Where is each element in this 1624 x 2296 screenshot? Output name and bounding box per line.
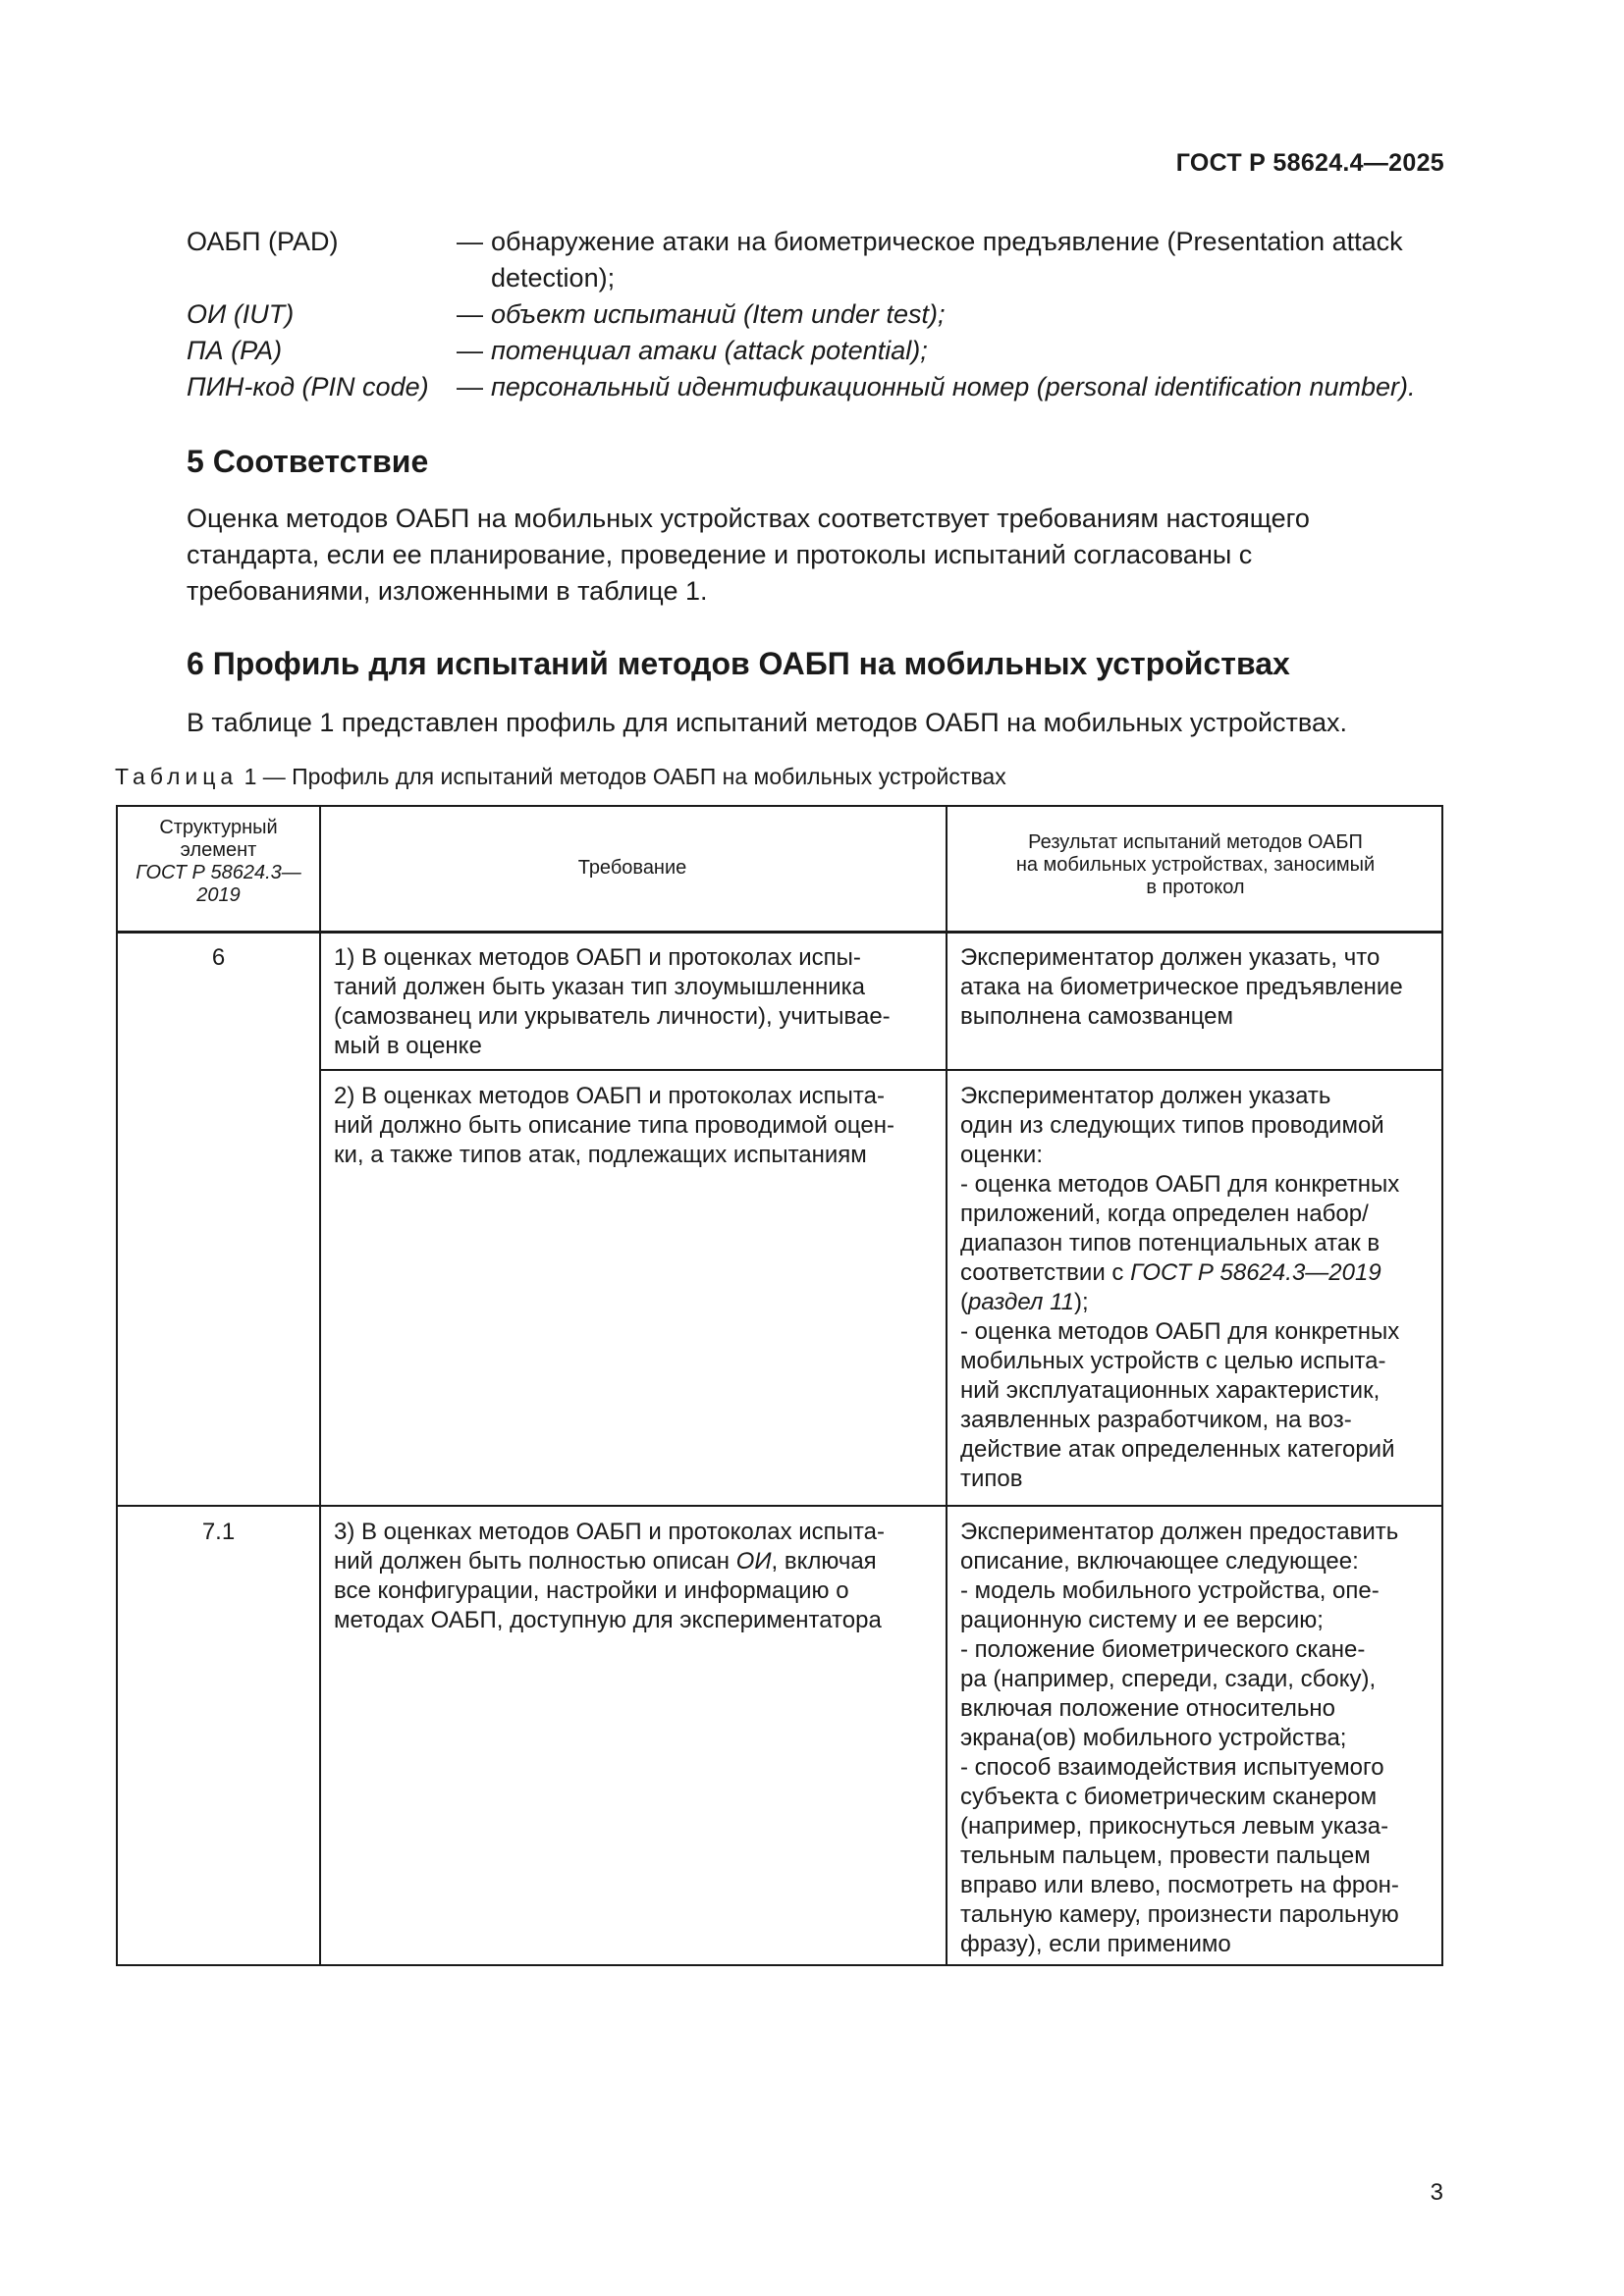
abbr-term: ОАБП (PAD) [187, 227, 339, 256]
abbr-definition: персональный идентификационный номер (personal identification number). [491, 372, 1416, 401]
table-cell-requirement: 2) В оценках методов ОАБП и протоколах испыта- ний должно быть описание типа проводимой оцен- ки, а также типов атак, подлежащих испытаниям [334, 1083, 894, 1168]
table-cell-requirement: 3) В оценках методов ОАБП и протоколах испыта- ний должен быть полностью описан ОИ, включая все конфигурации, настройки и информацию о методах ОАБП, доступную для экспериментатора [334, 1519, 885, 1633]
abbr-term: ПА (PA) [187, 336, 283, 365]
table-cell-element: 6 [211, 944, 226, 971]
table-cell-element: 7.1 [201, 1519, 236, 1545]
section-6-text: В таблице 1 представлен профиль для испытаний методов ОАБП на мобильных устройствах. [187, 708, 1347, 737]
abbr-dash: — [457, 299, 483, 329]
abbr-definition: потенциал атаки (attack potential); [491, 336, 928, 365]
section-6-heading: 6 Профиль для испытаний методов ОАБП на мобильных устройствах [187, 646, 1290, 681]
table-col-divider [319, 807, 321, 1964]
table-cell-result: Экспериментатор должен указать один из следующих типов проводимой оценки: - оценка методов ОАБП для конкретных приложений, когда определен набор/ диапазон типов потенциальных атак в соответствии с ГОСТ Р 58624.3—2019 (раздел 11); - оценка методов ОАБП для конкретных мобильных устройств с целью испыта- ний эксплуатационных характеристик, заявленных разработчиком, на воз- действие атак определенных категорий типов [960, 1083, 1400, 1492]
document-page: ГОСТ Р 58624.4—2025 ОАБП (PAD) — обнаружение атаки на биометрическое предъявление (Presentation attack detection); ОИ (IUT) — объект испытаний (Item under test); ПА (PA) — потенциал атаки (attack potential); ПИН-код (PIN code) — персональный идентификационный номер (personal identification number). 5 Соответствие Оценка методов ОАБП на мобильных устройствах соответствует требованиям настоящего стандарта, если ее планирование, проведение и протоколы испытаний согласованы с требованиями, изложенными в таблице 1. 6 Профиль для испытаний методов ОАБП на мобильных устройствах В таблице 1 представлен профиль для испытаний методов ОАБП на мобильных устройствах. Таблица 1 — Профиль для испытаний методов ОАБП на мобильных устройствах Структурный элемент ГОСТ Р 58624.3— 2019 Требование Результат испытаний методов ОАБП на мобильных устройствах, заносимый в протокол 6 1) В оценках методов ОАБП и протоколах испы- таний должен быть указан тип злоумышленника (самозванец или укрыватель личности), учитывае- мый в оценке Экспериментатор должен указать, что атака на биометрическое предъявление выполнена самозванцем 2) В оценках методов ОАБП и протоколах испыта- ний должно быть описание типа проводимой оцен- ки, а также типов атак, подлежащих испытаниям Экспериментатор должен указать один из следующих типов проводимой оценки: - оценка методов ОАБП для конкретных приложений, когда определен набор/ диапазон типов потенциальных атак в соответствии с ГОСТ Р 58624.3—2019 (раздел 11); - оценка методов ОАБП для конкретных мобильных устройств с целью испыта- ний эксплуатационных характеристик, заявленных разработчиком, на воз- действие атак определенных категорий типов 7.1 3) В оценках методов ОАБП и протоколах испыта- ний должен быть полностью описан ОИ, включая все конфигурации, настройки и информацию о методах ОАБП, доступную для экспериментатора Экспериментатор должен предоставить описание, включающее следующее: - модель мобильного устройства, опе- рационную систему и ее версию; - положение биометрического скане- ра (например, спереди, сзади, сбоку), включая положение относительно экрана(ов) мобильного устройства; - способ взаимодействия испытуемого субъекта с биометрическим сканером (например, прикоснуться левым указа- тельным пальцем, провести пальцем вправо или влево, посмотреть на фрон- тальную камеру, произнести парольную фразу), если применимо 3 [115, 149, 1444, 2206]
table-cell-result: Экспериментатор должен предоставить описание, включающее следующее: - модель мобильного устройства, опе- рационную систему и ее версию; - положение биометрического скане- ра (например, спереди, сзади, сбоку), включая положение относительно экрана(ов) мобильного устройства; - способ взаимодействия испытуемого субъекта с биометрическим сканером (например, прикоснуться левым указа- тельным пальцем, провести пальцем вправо или влево, посмотреть на фрон- тальную камеру, произнести парольную фразу), если применимо [960, 1519, 1399, 1957]
table-header-divider [118, 931, 1441, 934]
table-cell-requirement: 1) В оценках методов ОАБП и протоколах испы- таний должен быть указан тип злоумышленника (самозванец или укрыватель личности), учитывае- мый в оценке [334, 944, 891, 1059]
table-caption: Таблица 1 — Профиль для испытаний методов ОАБП на мобильных устройствах [115, 764, 1006, 789]
section-5-heading: 5 Соответствие [187, 444, 429, 479]
abbr-term: ПИН-код (PIN code) [187, 372, 429, 401]
table-col-divider [946, 807, 947, 1964]
table-header-result: Результат испытаний методов ОАБП на мобильных устройствах, заносимый в протокол [1015, 831, 1376, 898]
profile-table [116, 805, 1443, 1966]
abbr-dash: — [457, 227, 483, 256]
table-row-divider [118, 1505, 1441, 1507]
abbr-dash: — [457, 372, 483, 401]
page-number: 3 [1430, 2179, 1443, 2206]
abbr-dash: — [457, 336, 483, 365]
table-row-divider [319, 1069, 1441, 1071]
table-header-requirement: Требование [577, 857, 687, 879]
table-header-element: Структурный элемент ГОСТ Р 58624.3— 2019 [135, 817, 301, 906]
standard-code: ГОСТ Р 58624.4—2025 [1175, 149, 1444, 177]
section-5-text: Оценка методов ОАБП на мобильных устройствах соответствует требованиям настоящего стандарта, если ее планирование, проведение и протоколы испытаний согласованы с требованиями, изложенными в таблице 1. [187, 504, 1310, 606]
abbr-definition: объект испытаний (Item under test); [491, 299, 946, 329]
abbr-term: ОИ (IUT) [187, 299, 295, 329]
table-cell-result: Экспериментатор должен указать, что атака на биометрическое предъявление выполнена самозванцем [960, 944, 1403, 1030]
